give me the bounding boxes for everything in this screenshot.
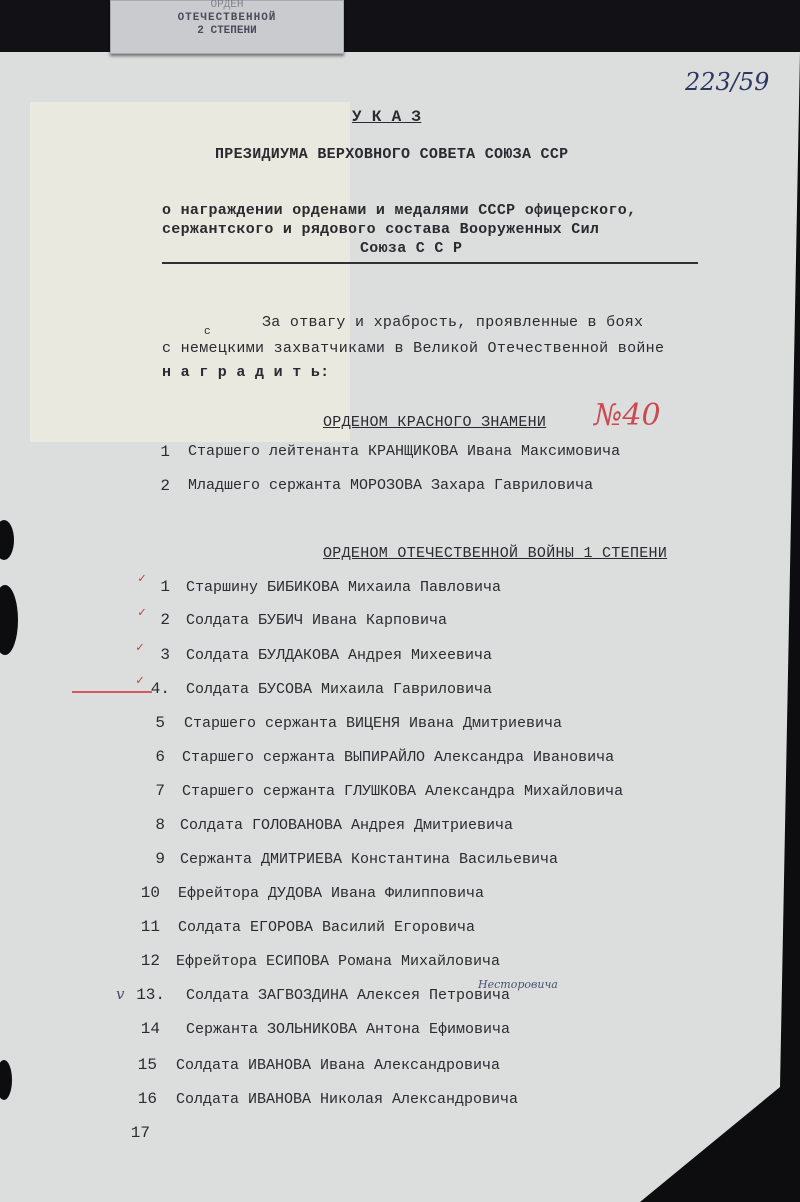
s2-name: Ефрейтора ЕСИПОВА Романа Михайловича bbox=[176, 953, 501, 970]
s2-num: 17 bbox=[130, 1124, 150, 1142]
s1-num-1: 1 bbox=[160, 443, 170, 461]
section2-title: ОРДЕНОМ ОТЕЧЕСТВЕННОЙ ВОЙНЫ 1 СТЕПЕНИ bbox=[323, 545, 668, 562]
stamp-line-2: ОТЕЧЕСТВЕННОЙ bbox=[177, 12, 277, 24]
s2-num: 2 bbox=[160, 611, 170, 629]
s2-name: Старшего сержанта ВИЦЕНЯ Ивана Дмитриевича bbox=[184, 715, 563, 732]
s2-name: Ефрейтора ДУДОВА Ивана Филипповича bbox=[178, 885, 485, 902]
red-check-icon: ✓ bbox=[138, 571, 146, 586]
inserted-letter: с bbox=[204, 326, 211, 338]
s2-name: Солдата ГОЛОВАНОВА Андрея Дмитриевича bbox=[180, 817, 514, 834]
red-check-icon: ✓ bbox=[136, 673, 144, 688]
decree-about-line-2: сержантского и рядового состава Вооруженных Сил bbox=[162, 221, 600, 238]
decree-subtitle: ПРЕЗИДИУМА ВЕРХОВНОГО СОВЕТА СОЮЗА ССР bbox=[215, 146, 569, 163]
s2-name: Старшего сержанта ГЛУШКОВА Александра Михайловича bbox=[182, 783, 624, 800]
red-check-icon: ✓ bbox=[138, 605, 146, 620]
red-check-icon: ✓ bbox=[136, 640, 144, 655]
s2-name: Солдата ИВАНОВА Николая Александровича bbox=[176, 1091, 519, 1108]
order-number-note: №40 bbox=[594, 398, 661, 433]
header-divider bbox=[162, 262, 698, 264]
s2-name: Старшину БИБИКОВА Михаила Павловича bbox=[186, 579, 502, 596]
s2-name: Солдата ЕГОРОВА Василий Егоровича bbox=[178, 919, 476, 936]
section1-title: ОРДЕНОМ КРАСНОГО ЗНАМЕНИ bbox=[323, 414, 547, 431]
s2-num: 1 bbox=[160, 578, 170, 596]
s2-num: 3 bbox=[160, 646, 170, 664]
s2-num: 13. bbox=[136, 986, 165, 1004]
decree-title: У К А З bbox=[352, 108, 422, 126]
side-check-mark: v bbox=[116, 985, 125, 1003]
intro-line-2: с немецкими захватчиками в Великой Отечественной войне bbox=[162, 340, 665, 357]
s2-num: 6 bbox=[155, 748, 165, 766]
s1-num-2: 2 bbox=[160, 477, 170, 495]
order-stamp bbox=[110, 0, 344, 54]
s2-num: 4. bbox=[150, 680, 170, 698]
s2-name: Солдата БУБИЧ Ивана Карповича bbox=[186, 612, 448, 629]
s2-name: Солдата ЗАГВОЗДИНА Алексея Петровича bbox=[186, 987, 511, 1004]
handwritten-correction: Несторовича bbox=[478, 978, 558, 991]
s2-name: Солдата БУЛДАКОВА Андрея Михеевича bbox=[186, 647, 493, 664]
decree-about-line-1: о награждении орденами и медалями СССР офицерского, bbox=[162, 202, 637, 219]
s2-num: 9 bbox=[155, 850, 165, 868]
stamp-line-3: 2 СТЕПЕНИ bbox=[197, 25, 257, 37]
archive-reference: 223/59 bbox=[685, 68, 770, 96]
s2-num: 8 bbox=[155, 816, 165, 834]
intro-line-3: н а г р а д и т ь: bbox=[162, 364, 330, 381]
s2-num: 7 bbox=[155, 782, 165, 800]
stamp-line-1: ОРДЕН bbox=[210, 0, 244, 11]
s2-num: 10 bbox=[140, 884, 160, 902]
s2-num: 15 bbox=[137, 1056, 157, 1074]
s2-name: Сержанта ДМИТРИЕВА Константина Васильевича bbox=[180, 851, 559, 868]
s1-name-2: Младшего сержанта МОРОЗОВА Захара Гавриловича bbox=[188, 477, 594, 494]
s1-name-1: Старшего лейтенанта КРАНЩИКОВА Ивана Максимовича bbox=[188, 443, 621, 460]
decree-about-line-3: Союза С С Р bbox=[360, 240, 463, 257]
s2-name: Старшего сержанта ВЫПИРАЙЛО Александра Ивановича bbox=[182, 749, 615, 766]
s2-num: 12 bbox=[140, 952, 160, 970]
s2-name: Солдата ИВАНОВА Ивана Александровича bbox=[176, 1057, 501, 1074]
s2-num: 16 bbox=[137, 1090, 157, 1108]
s2-num: 14 bbox=[140, 1020, 160, 1038]
s2-num: 5 bbox=[155, 714, 165, 732]
s2-name: Сержанта ЗОЛЬНИКОВА Антона Ефимовича bbox=[186, 1021, 511, 1038]
s2-name: Солдата БУСОВА Михаила Гавриловича bbox=[186, 681, 493, 698]
s2-num: 11 bbox=[140, 918, 160, 936]
intro-line-1: За отвагу и храбрость, проявленные в боях bbox=[262, 314, 644, 331]
